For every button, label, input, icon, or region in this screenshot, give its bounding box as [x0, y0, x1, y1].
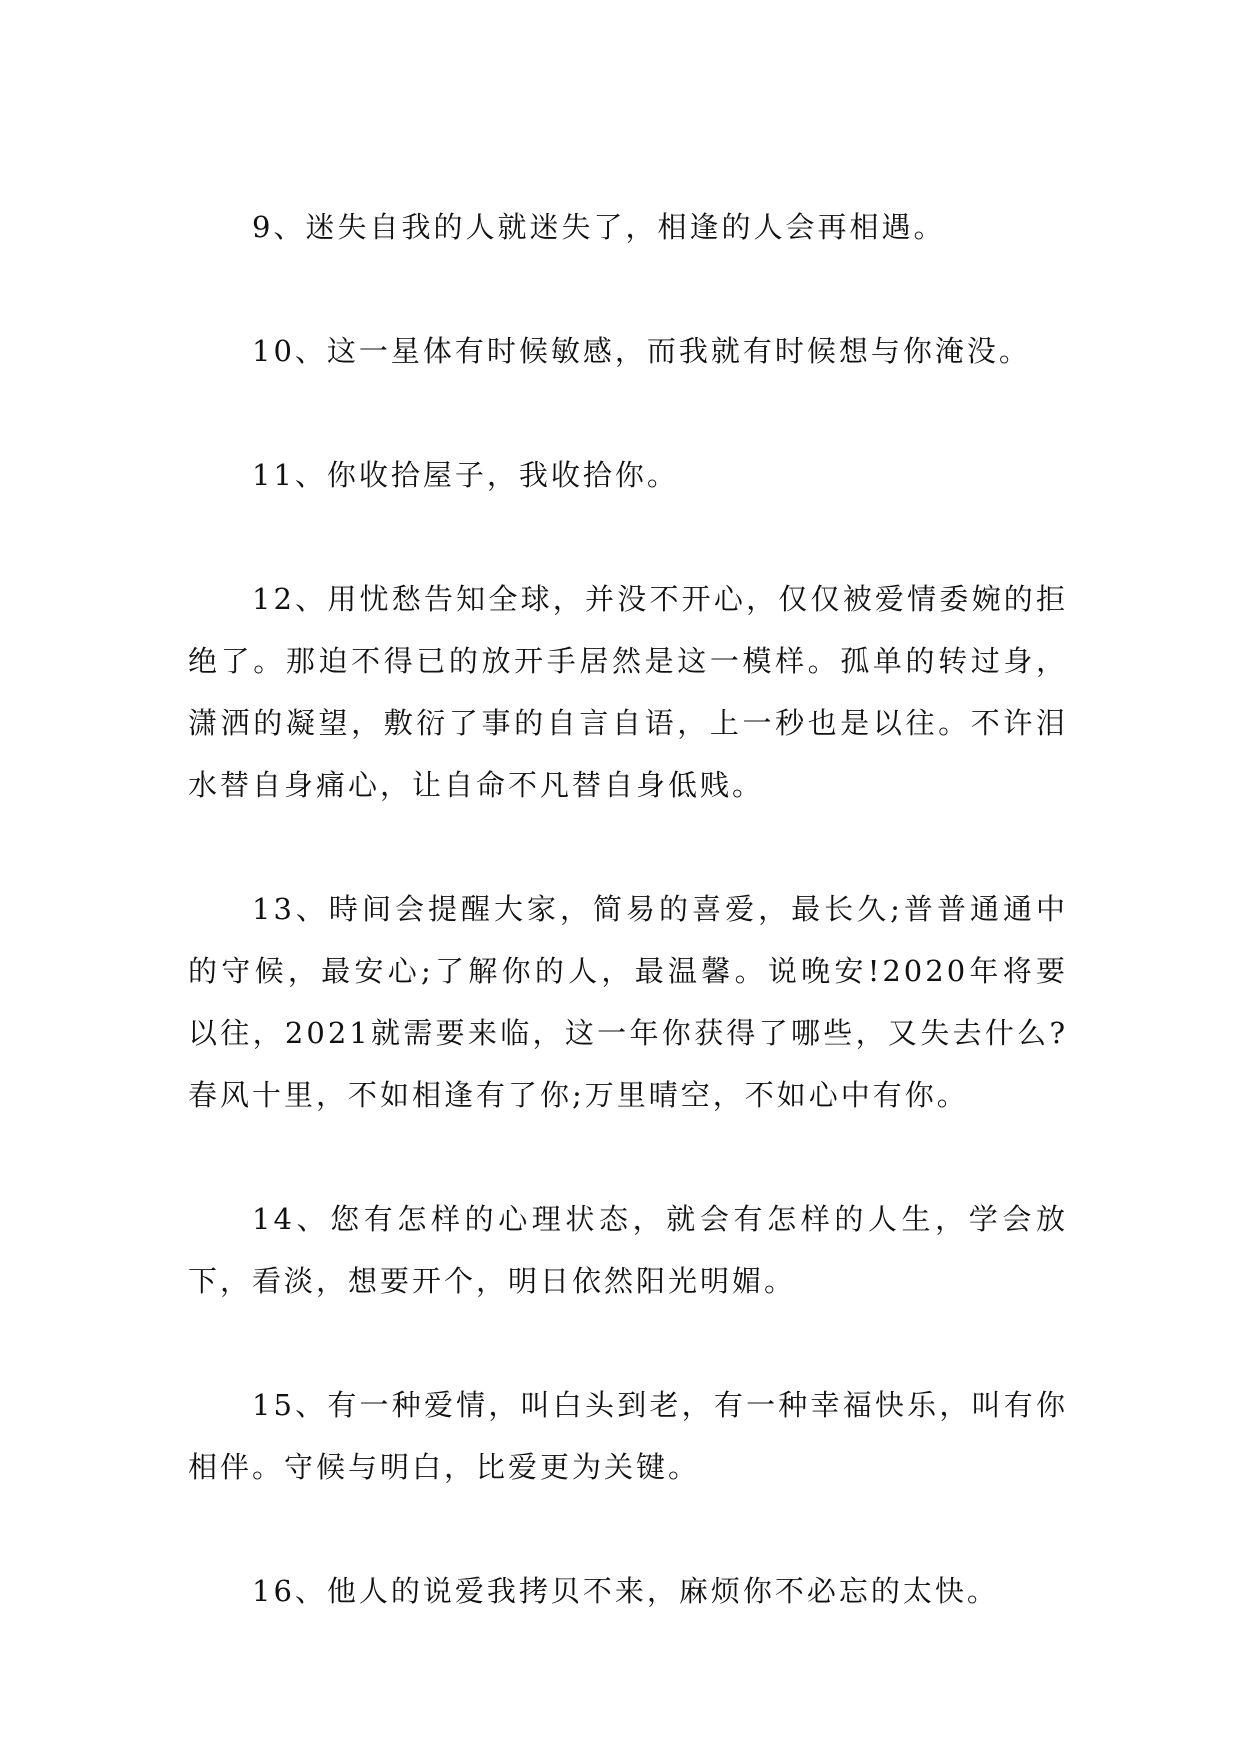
paragraph-11: 11、你收拾屋子，我收拾你。	[252, 458, 679, 492]
paragraph-14: 14、您有怎样的心理状态，就会有怎样的人生，学会放下，看淡，想要开个，明日依然阳光明媚。	[188, 1202, 1068, 1298]
paragraph-10: 10、这一星体有时候敏感，而我就有时候想与你淹没。	[252, 334, 1031, 368]
paragraph-15: 15、有一种爱情，叫白头到老，有一种幸福快乐，叫有你相伴。守候与明白，比爱更为关键。	[188, 1388, 1068, 1484]
paragraph-9: 9、迷失自我的人就迷失了，相逢的人会再相遇。	[252, 210, 946, 244]
paragraph-12: 12、用忧愁告知全球，并没不开心，仅仅被爱情委婉的拒绝了。那迫不得已的放开手居然是这一模样。孤单的转过身，潇洒的凝望，敷衍了事的自言自语，上一秒也是以往。不许泪水替自身痛心，让自命不凡替自身低贱。	[188, 582, 1068, 802]
paragraph-16: 16、他人的说爱我拷贝不来，麻烦你不必忘的太快。	[252, 1574, 999, 1608]
document-body	[188, 196, 1068, 1684]
paragraph-13: 13、時间会提醒大家，简易的喜爱，最长久;普普通通中的守候，最安心;了解你的人，最温馨。说晚安!2020年将要以往，2021就需要来临，这一年你获得了哪些，又失去什么? 春风十里，不如相逢有了你;万里晴空，不如心中有你。	[188, 892, 1068, 1112]
